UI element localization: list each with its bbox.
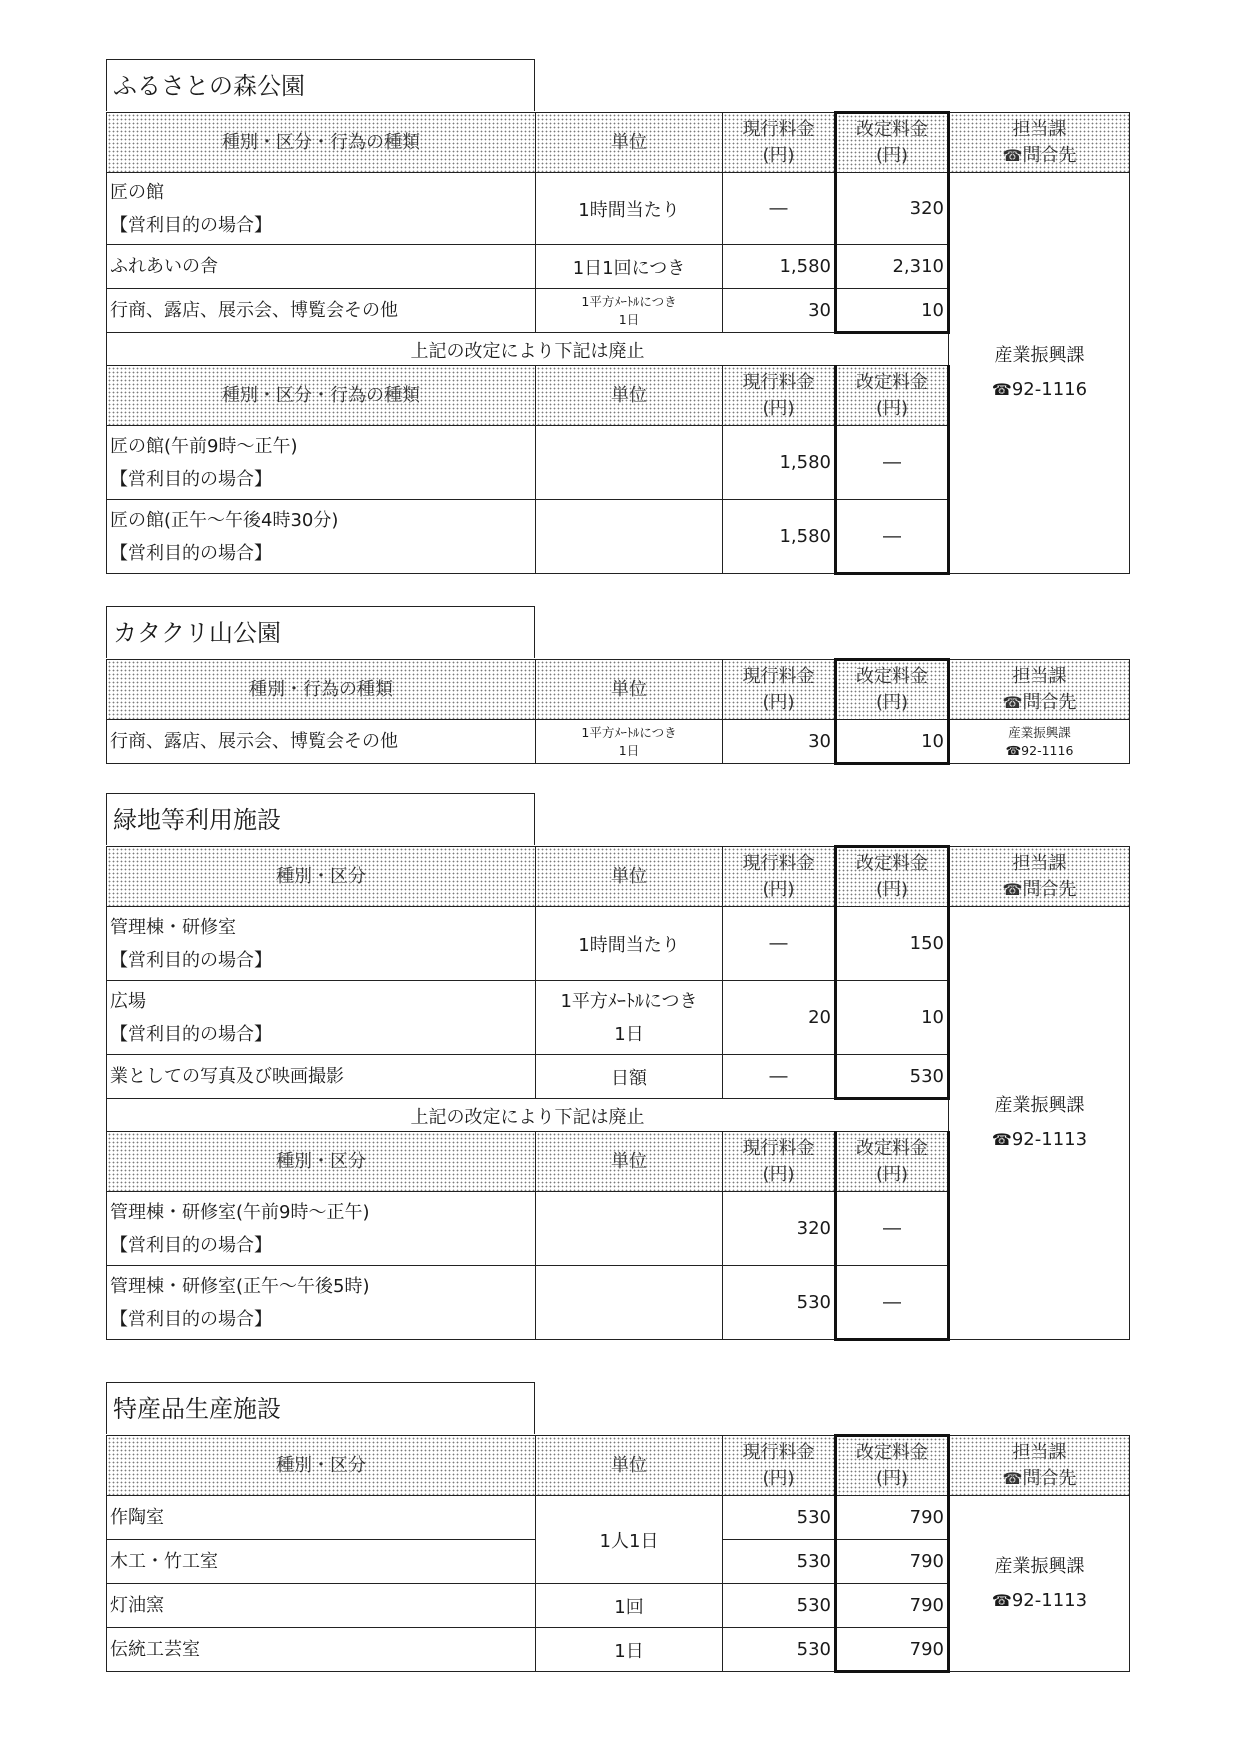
ryokuchi-fee-table: 種別・区分 単位 現行料金 (円) 改定料金 (円) 担当課 ☎問合先 管理棟・研修室 【営利目的の場合】 1時間当たり ― 150 産業振興課 ☎92-1113 広場 【営利目的の場合】 1平方ﾒｰﾄﾙにつき 1日 20 10 業としての写真及び映画撮影 日額 ― 530 上記の改定により下記は廃止 種別・区分 単位 現行料金 (円) 改定料金 (円) 管理棟・研修室(午前9時～正午) 【営利目的の場合】 320 ― 管理棟・研修室(正午～午後5時) 【営利目的の場合】 530 ― (106, 845, 1130, 1341)
header-type: 種別・区分・行為の種類 (107, 113, 536, 173)
header-revised: 改定料金 (円) (836, 847, 949, 907)
ryokuchi-contact: 産業振興課 ☎92-1113 (949, 907, 1130, 1340)
telephone-icon: ☎ (991, 380, 1012, 399)
abolish-note-row: 上記の改定により下記は廃止 (107, 333, 1130, 366)
header-dept: 担当課 ☎問合先 (949, 1436, 1130, 1496)
table-row: 作陶室 1人1日 530 790 産業振興課 ☎92-1113 (107, 1496, 1130, 1540)
table-row: 行商、露店、展示会、博覧会その他 1平方ﾒｰﾄﾙにつき 1日 30 10 (107, 289, 1130, 333)
header-unit: 単位 (536, 1436, 723, 1496)
telephone-icon: ☎ (991, 1590, 1012, 1610)
telephone-icon: ☎ (1002, 879, 1023, 899)
header-unit: 単位 (536, 660, 723, 720)
table-row: 管理棟・研修室(午前9時～正午) 【営利目的の場合】 320 ― (107, 1192, 1130, 1266)
abolish-note-row: 上記の改定により下記は廃止 (107, 1099, 1130, 1132)
header-unit: 単位 (536, 847, 723, 907)
furusato-contact: 産業振興課 ☎92-1116 (949, 173, 1130, 574)
table-row: ふれあいの舎 1日1回につき 1,580 2,310 (107, 245, 1130, 289)
telephone-icon: ☎ (1002, 692, 1023, 712)
telephone-icon: ☎ (991, 1130, 1012, 1149)
section-title-ryokuchi: 緑地等利用施設 (106, 793, 535, 845)
katakuri-contact: 産業振興課 ☎92-1116 (949, 720, 1130, 764)
header-revised: 改定料金 (円) (836, 660, 949, 720)
header-current: 現行料金 (円) (723, 113, 836, 173)
header-revised: 改定料金 (円) (836, 113, 949, 173)
table-row: 管理棟・研修室 【営利目的の場合】 1時間当たり ― 150 産業振興課 ☎92-1113 (107, 907, 1130, 981)
header-dept: 担当課 ☎問合先 (949, 847, 1130, 907)
furusato-fee-table: 種別・区分・行為の種類 単位 現行料金 (円) 改定料金 (円) 担当課 ☎問合先 匠の館 【営利目的の場合】 1時間当たり ― 320 産業振興課 ☎92-1116 ふれあいの舎 1日1回につき 1,580 2,310 行商、露店、展示会、博覧会その他 1平方ﾒｰﾄﾙにつき 1日 30 10 上記の改定により下記は廃止 種別・区分・行為の種類 単位 現行料金 (円) 改定料金 (円) 匠の館(午前9時～正午) 【営利目的の場合】 1,580 ― 匠の館(正午～午後4時30分) 【営利目的の場合】 1,580 ― (106, 111, 1130, 575)
header-dept: 担当課 ☎問合先 (949, 660, 1130, 720)
header-current: 現行料金 (円) (723, 847, 836, 907)
header-dept: 担当課 ☎問合先 (949, 113, 1130, 173)
section-title-katakuri: カタクリ山公園 (106, 606, 535, 658)
header-type: 種別・区分 (107, 1436, 536, 1496)
table-row: 灯油窯 1回 530 790 (107, 1584, 1130, 1628)
table-row: 木工・竹工室 530 790 (107, 1540, 1130, 1584)
header-type: 種別・行為の種類 (107, 660, 536, 720)
section-title-tokusan: 特産品生産施設 (106, 1382, 535, 1434)
tokusan-contact: 産業振興課 ☎92-1113 (949, 1496, 1130, 1672)
table-row: 管理棟・研修室(正午～午後5時) 【営利目的の場合】 530 ― (107, 1266, 1130, 1340)
telephone-icon: ☎ (1005, 742, 1022, 758)
header-current: 現行料金 (円) (723, 1436, 836, 1496)
header-current: 現行料金 (円) (723, 660, 836, 720)
table-row: 業としての写真及び映画撮影 日額 ― 530 (107, 1055, 1130, 1099)
section-title-furusato: ふるさとの森公園 (106, 59, 535, 111)
header-unit: 単位 (536, 113, 723, 173)
telephone-icon: ☎ (1002, 145, 1023, 165)
header-revised: 改定料金 (円) (836, 1436, 949, 1496)
tokusan-fee-table (106, 1434, 1130, 1673)
katakuri-fee-table (106, 658, 1130, 765)
table-row: 広場 【営利目的の場合】 1平方ﾒｰﾄﾙにつき 1日 20 10 (107, 981, 1130, 1055)
table-row: 匠の館(午前9時～正午) 【営利目的の場合】 1,580 ― (107, 426, 1130, 500)
table-row: 行商、露店、展示会、博覧会その他 1平方ﾒｰﾄﾙにつき 1日 30 10 産業振興課 ☎92-1116 (107, 720, 1130, 764)
table-row: 匠の館 【営利目的の場合】 1時間当たり ― 320 産業振興課 ☎92-1116 (107, 173, 1130, 245)
table-row: 伝統工芸室 1日 530 790 (107, 1628, 1130, 1672)
header-type: 種別・区分 (107, 847, 536, 907)
telephone-icon: ☎ (1002, 1468, 1023, 1488)
table-row: 匠の館(正午～午後4時30分) 【営利目的の場合】 1,580 ― (107, 500, 1130, 574)
